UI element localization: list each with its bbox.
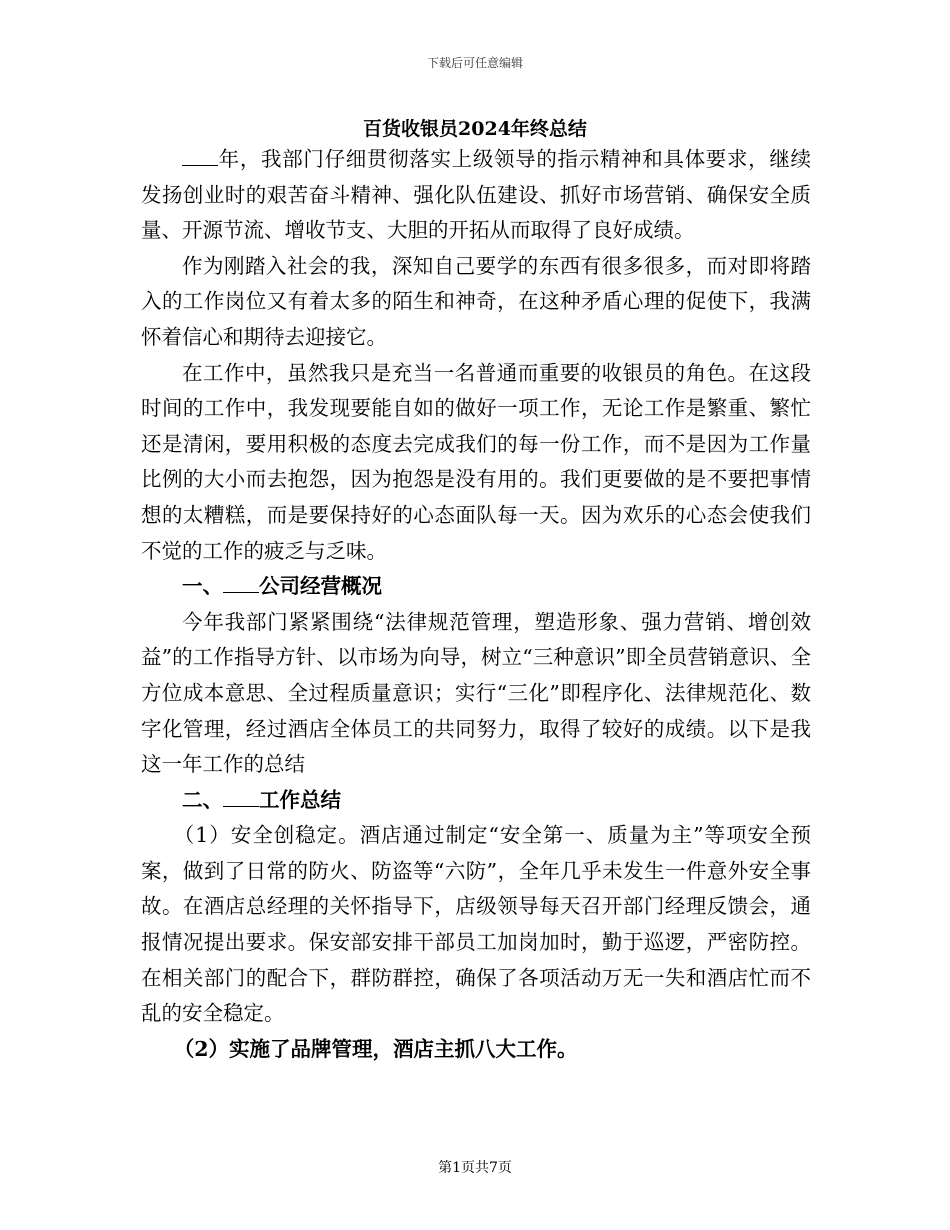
paragraph-6: （2）实施了品牌管理，酒店主抓八大工作。 [173, 1036, 578, 1061]
heading-number: 二、 [182, 787, 223, 812]
paragraph-intro [141, 142, 811, 249]
paragraph-3: 在工作中，虽然我只是充当一名普通而重要的收银员的角色。在这段时间的工作中，我发现要能自如的做好一项工作，无论工作是繁重、繁忙还是清闲，要用积极的态度去完成我们的每一份工作，而不是因为工作量比例的大小而去抱怨，因为抱怨是没有用的。我们更要做的是不要把事情想的太糟糕，而是要保持好的心态面队每一天。因为欢乐的心态会使我们不觉的工作的疲乏与乏味。 [141, 360, 811, 563]
paragraph-5: （1）安全创稳定。酒店通过制定“安全第一、质量为主”等项安全预案，做到了日常的防火、防盗等“六防”，全年几乎未发生一件意外安全事故。在酒店总经理的关怀指导下，店级领导每天召开部门经理反馈会，通报情况提出要求。保安部安排干部员工加岗加时，勤于巡逻，严密防控。在相关部门的配合下，群防群控，确保了各项活动万无一失和酒店忙而不乱的安全稳定。 [141, 823, 811, 1026]
page-footer: 第1页共7页 [438, 1160, 512, 1176]
blank-underline [223, 785, 259, 807]
document-body [141, 142, 811, 1067]
heading-number: 一、 [182, 574, 223, 599]
paragraph-text: 年，我部门仔细贯彻落实上级领导的指示精神和具体要求，继续发扬创业时的艰苦奋斗精神、强化队伍建设、抓好市场营销、确保安全质量、开源节流、增收节支、大胆的开拓从而取得了良好成绩。 [141, 147, 811, 243]
blank-underline [223, 572, 259, 594]
document-title: 百货收银员2024年终总结 [363, 118, 587, 140]
heading-text: 公司经营概况 [259, 574, 382, 599]
section-heading-1 [141, 569, 811, 605]
paragraph-4: 今年我部门紧紧围绕“法律规范管理，塑造形象、强力营销、增创效益”的工作指导方针、以市场为向导，树立“三种意识”即全员营销意识、全方位成本意思、全过程质量意识；实行“三化”即程序化、法律规范化、数字化管理，经过酒店全体员工的共同努力，取得了较好的成绩。以下是我这一年工作的总结 [141, 609, 811, 777]
section-heading-2 [141, 783, 811, 819]
paragraph-2: 作为刚踏入社会的我，深知自己要学的东西有很多很多，而对即将踏入的工作岗位又有着太多的陌生和神奇，在这种矛盾心理的促使下，我满怀着信心和期待去迎接它。 [141, 253, 811, 349]
blank-underline [182, 145, 218, 167]
heading-text: 工作总结 [259, 787, 341, 812]
header-note: 下载后可任意编辑 [426, 56, 523, 70]
